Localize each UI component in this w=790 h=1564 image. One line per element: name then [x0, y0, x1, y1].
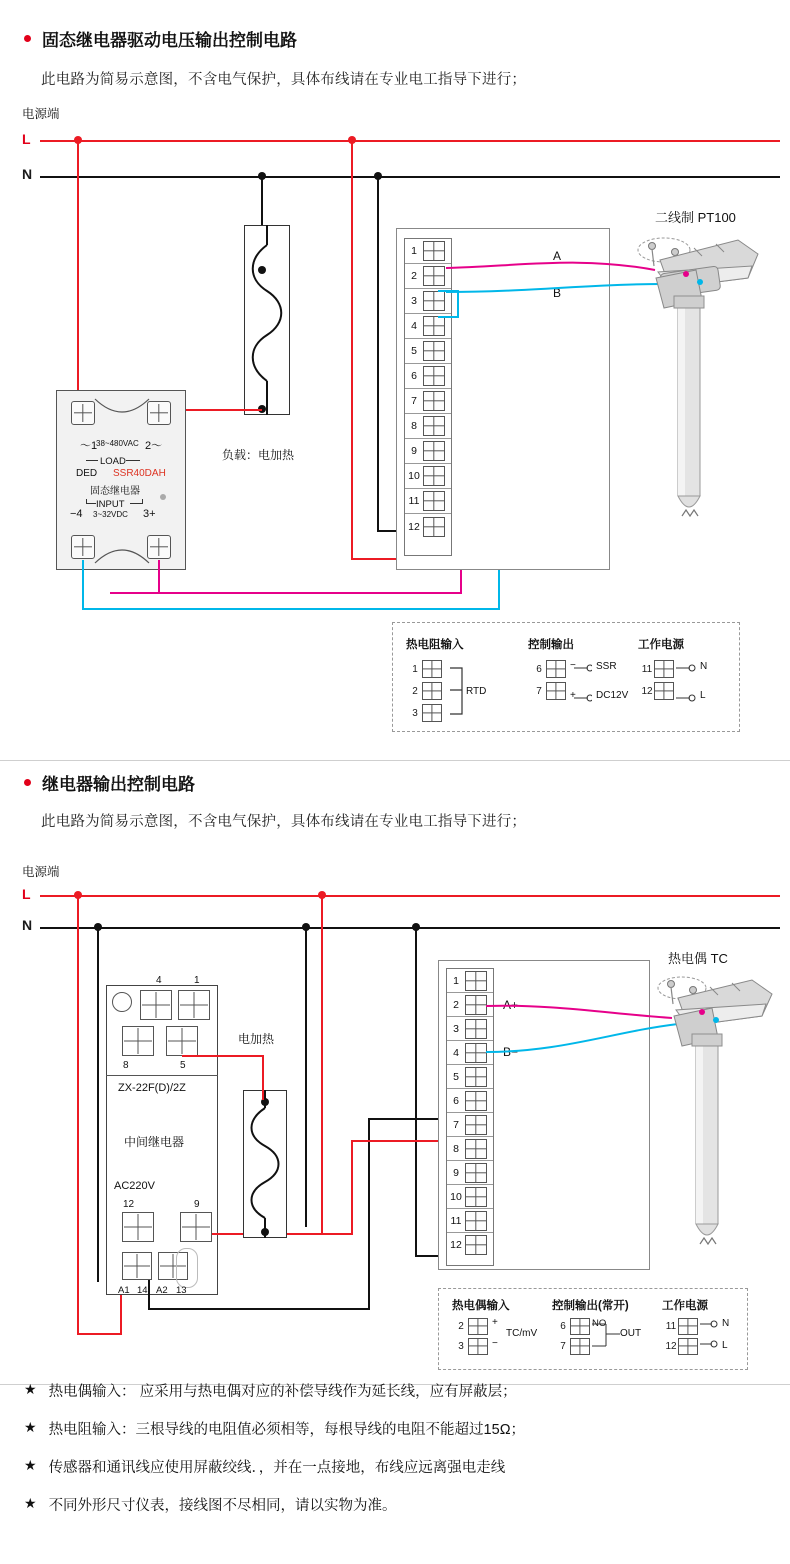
section-1-title	[24, 26, 297, 51]
legend-group-title: 热电偶输入	[452, 1300, 510, 1312]
relay-to-heater-wire	[182, 1055, 264, 1057]
tc-minus-mark: −	[492, 1338, 498, 1349]
power-N-label: N	[700, 661, 708, 672]
ssr-line	[130, 503, 142, 504]
signal-b-label-1: B	[553, 286, 562, 300]
power-source-label-1: 电源端	[22, 107, 60, 121]
terminal-number: 6	[411, 370, 417, 382]
relay-screw-icons	[122, 1026, 200, 1056]
note-item	[24, 1456, 784, 1477]
power-L-label: L	[700, 690, 706, 701]
junction-node	[261, 1228, 269, 1236]
tc-plus-mark: +	[492, 1317, 498, 1328]
ssr-spec-label: 38~480VAC	[96, 439, 139, 448]
load-label-2: 电加热	[238, 1032, 275, 1046]
terminal-number: 2	[453, 998, 459, 1011]
terminal-screw-icon	[570, 1318, 590, 1335]
sensor-label-1: 二线制 PT100	[655, 210, 736, 225]
ssr-in-plus-label: 3+	[143, 508, 156, 520]
L-drop-wire-2	[77, 895, 79, 1335]
ssr-load-label: LOAD	[100, 456, 126, 467]
line-N-label-2: N	[22, 917, 33, 933]
terminal-screw-icon[interactable]	[423, 517, 445, 537]
legend-row	[408, 702, 442, 724]
legend-group-title: 热电阻输入	[406, 639, 464, 651]
terminal-screw-icon	[654, 682, 674, 700]
ssr-in-minus-wire	[82, 560, 84, 610]
terminal-row[interactable]	[447, 1233, 493, 1257]
tc-side-label: TC/mV	[506, 1328, 538, 1339]
output-leads-icon	[566, 660, 592, 720]
relay-cn-label: 中间继电器	[124, 1135, 185, 1149]
output-minus-mark: −	[570, 660, 576, 671]
note-item	[24, 1494, 784, 1515]
legend-group-title: 工作电源	[662, 1300, 708, 1312]
terminal-screw-icon[interactable]	[423, 491, 445, 511]
dc12v-out-label: DC12V	[596, 690, 629, 701]
legend-row	[556, 1316, 590, 1336]
ssr-left-top-label: ～1	[80, 440, 98, 452]
note-text: 热电偶输入： 应采用与热电偶对应的补偿导线作为延长线，应有屏蔽层；	[48, 1384, 517, 1400]
load-label-1: 负载：电加热	[222, 448, 295, 462]
section-1-title-text: 固态继电器驱动电压输出控制电路	[42, 31, 297, 50]
terminal-screw-icon[interactable]	[423, 441, 445, 461]
terminal-row[interactable]	[405, 514, 451, 539]
terminal-row[interactable]	[447, 1137, 493, 1161]
coil-A2-wire	[148, 1308, 370, 1310]
ssr-in-plus-wire	[158, 592, 462, 594]
legend-group-rtd	[408, 658, 442, 724]
terminal-number: 6	[453, 1094, 459, 1107]
legend-terminal-number: 1	[412, 663, 418, 675]
terminal-number: 5	[453, 1070, 459, 1083]
coil-A2-wire	[368, 1118, 370, 1308]
terminal-screw-icon	[678, 1338, 698, 1355]
ssr-body-outline	[57, 391, 187, 571]
L-bus-wire-2	[40, 895, 780, 897]
terminal-screw-icon	[468, 1338, 488, 1355]
terminal-number: 12	[450, 1239, 462, 1251]
terminal-screw-icon	[570, 1338, 590, 1355]
ssr-in-minus-label: −4	[70, 508, 83, 520]
legend-row	[664, 1336, 698, 1356]
ssr-model-label: SSR40DAH	[113, 468, 166, 479]
ssr-line	[86, 499, 87, 504]
terminal-row[interactable]	[447, 1089, 493, 1113]
legend-group-title: 工作电源	[638, 639, 684, 651]
legend-terminal-number: 6	[560, 1320, 566, 1332]
rtd-side-label: RTD	[466, 686, 487, 697]
note-item	[24, 1418, 784, 1439]
signal-a-label-1: A	[553, 249, 562, 263]
legend-terminal-number: 6	[536, 663, 542, 675]
terminal-number: 7	[453, 1118, 459, 1131]
legend-terminal-number: 7	[536, 685, 542, 697]
legend-terminal-number: 3	[412, 707, 418, 719]
star-icon: ★	[24, 1495, 37, 1511]
terminal-row[interactable]	[405, 464, 451, 489]
terminal-number: 12	[408, 520, 420, 533]
legend-group-title: 控制输出	[528, 639, 574, 651]
terminal-row[interactable]	[447, 1161, 493, 1185]
legend-row	[556, 1336, 590, 1356]
ssr-line	[86, 460, 98, 461]
L-drop-wire	[77, 140, 79, 406]
terminal-number: 4	[411, 320, 417, 332]
legend-row	[408, 680, 442, 702]
ssr-in-plus-wire	[110, 592, 160, 594]
no-contact-icon	[590, 1316, 630, 1362]
output-side-label: OUT	[620, 1328, 642, 1339]
terminal-number: 8	[453, 1142, 459, 1155]
relay-indicator-icon	[112, 992, 132, 1012]
ssr-in-spec-label: 3~32VDC	[93, 510, 128, 519]
terminal-row[interactable]	[405, 439, 451, 464]
output-no-mark: NO	[592, 1318, 607, 1329]
star-icon: ★	[24, 1457, 37, 1473]
relay-divider	[106, 1075, 218, 1076]
ssr-right-top-label: 2～	[145, 440, 163, 452]
terminal-row[interactable]	[405, 339, 451, 364]
ssr-brand-label: DED	[76, 468, 98, 479]
terminal-number: 4	[453, 1046, 459, 1059]
legend-row	[454, 1336, 488, 1356]
legend-row	[454, 1316, 488, 1336]
terminal-screw-icon[interactable]	[465, 1211, 487, 1231]
relay-coil-pin-13: 13	[176, 1285, 187, 1296]
relay-mid-pin-5: 5	[180, 1060, 186, 1071]
terminal-screw-icon[interactable]	[465, 1163, 487, 1183]
terminal-screw-icon[interactable]	[423, 466, 445, 486]
terminal-screw-icon[interactable]	[423, 416, 445, 436]
bullet-icon	[24, 779, 31, 786]
relay-bottom-pin-12: 12	[123, 1199, 135, 1210]
power-N-label-2: N	[722, 1318, 730, 1329]
line-L-label-1: L	[22, 131, 31, 147]
L-to-meter-wire-2	[321, 895, 323, 1235]
legend-group-output-2	[556, 1316, 590, 1356]
legend-row	[532, 658, 566, 680]
N-drop-heater-wire-2	[305, 927, 307, 1227]
terminal-screw-icon[interactable]	[465, 1091, 487, 1111]
relay-screw-icons	[122, 1212, 214, 1242]
section-2-title	[24, 770, 195, 795]
relay-voltage-label: AC220V	[114, 1180, 155, 1192]
note-item	[24, 1380, 784, 1401]
star-icon: ★	[24, 1419, 37, 1435]
terminal-number: 9	[411, 445, 417, 457]
N-to-meter-wire	[377, 176, 379, 532]
heater-coil-icon	[244, 225, 290, 415]
terminal-screw-icon	[546, 660, 566, 678]
terminal-number: 3	[411, 295, 417, 307]
sensor-label-2: 热电偶 TC	[668, 951, 728, 966]
terminal-screw-icon[interactable]	[465, 1115, 487, 1135]
signal-b-label-2: B−	[503, 1045, 519, 1059]
relay-model-label: ZX-22F(D)/2Z	[118, 1082, 186, 1094]
terminal-number: 7	[411, 395, 417, 407]
line-L-label-2: L	[22, 886, 31, 902]
relay-lever-icon	[176, 1248, 198, 1288]
bullet-icon	[24, 35, 31, 42]
terminal-row[interactable]	[447, 1209, 493, 1233]
ssr-module	[56, 390, 186, 570]
terminal-number: 8	[411, 420, 417, 432]
terminal-row[interactable]	[405, 489, 451, 514]
relay-mid-pin-8: 8	[123, 1060, 129, 1071]
legend-group-output-1	[532, 658, 566, 702]
terminal-number: 2	[411, 270, 417, 282]
terminal-number: 5	[411, 345, 417, 357]
terminal-screw-icon	[422, 660, 442, 678]
note-text: 传感器和通讯线应使用屏蔽绞线．，并在一点接地，布线应远离强电走线	[48, 1460, 506, 1476]
terminal-number: 9	[453, 1166, 459, 1179]
coil-A2-wire	[148, 1280, 150, 1310]
L-bus-wire-1	[40, 140, 780, 142]
terminal-number: 1	[411, 245, 417, 257]
notes-list	[24, 1380, 784, 1532]
ssr-line	[126, 460, 140, 461]
heater-coil-icon-2	[243, 1090, 287, 1238]
terminal-screw-icon	[678, 1318, 698, 1335]
terminal-row[interactable]	[405, 414, 451, 439]
ssr-line	[86, 503, 96, 504]
ssr-in-minus-wire	[82, 608, 500, 610]
legend-row	[640, 680, 674, 702]
section-2-note: 此电路为简易示意图，不含电气保护，具体布线请在专业电工指导下进行；	[41, 814, 527, 830]
legend-row	[664, 1316, 698, 1336]
power-leads-icon	[674, 660, 700, 720]
legend-row	[640, 658, 674, 680]
terminal-row[interactable]	[405, 389, 451, 414]
ssr-out-label: SSR	[596, 661, 617, 672]
N-bus-wire-2	[40, 927, 780, 929]
terminal-screw-icon	[468, 1318, 488, 1335]
terminal-number: 3	[453, 1022, 459, 1035]
terminal-number: 11	[408, 495, 420, 507]
L-to-coil-wire	[77, 1333, 122, 1335]
legend-terminal-number: 11	[665, 1320, 677, 1332]
ssr-input-label: INPUT	[96, 499, 125, 510]
terminal-screw-icon	[422, 682, 442, 700]
relay-out-wire	[351, 1140, 353, 1235]
terminal-number: 11	[450, 1214, 462, 1227]
legend-terminal-number: 12	[665, 1340, 677, 1352]
L-to-meter-wire	[351, 140, 353, 560]
legend-terminal-number: 12	[641, 685, 653, 697]
legend-row	[532, 680, 566, 702]
power-source-label-2: 电源端	[22, 865, 60, 879]
ssr-in-plus-wire	[158, 560, 160, 594]
ssr-line	[142, 499, 143, 504]
terminal-screw-icon	[654, 660, 674, 678]
junction-node	[258, 266, 266, 274]
legend-terminal-number: 7	[560, 1340, 566, 1352]
legend-terminal-number: 2	[458, 1320, 464, 1332]
N-bus-wire-1	[40, 176, 780, 178]
terminal-screw-icon	[422, 704, 442, 722]
L-to-relay-wire	[321, 1233, 353, 1235]
legend-group-tc	[454, 1316, 488, 1356]
relay-to-heater-wire	[262, 1055, 264, 1100]
signal-a-label-2: A+	[503, 998, 519, 1012]
terminal-screw-icon[interactable]	[465, 1139, 487, 1159]
power-L-label-2: L	[722, 1340, 728, 1351]
relay-screw-icons	[140, 990, 210, 1020]
thermocouple-probe-icon	[650, 966, 780, 1306]
line-N-label-1: N	[22, 166, 33, 182]
terminal-number: 1	[453, 974, 459, 987]
legend-row	[408, 658, 442, 680]
star-icon: ★	[24, 1381, 37, 1397]
legend-terminal-number: 11	[641, 663, 653, 675]
legend-terminal-number: 2	[412, 685, 418, 697]
relay-coil-pin-A1: A1	[118, 1285, 130, 1296]
ssr-led-icon	[160, 494, 166, 500]
section-2-title-text: 继电器输出控制电路	[42, 775, 195, 794]
legend-terminal-number: 3	[458, 1340, 464, 1352]
legend-group-title: 控制输出(常开)	[552, 1300, 629, 1312]
terminal-screw-icon[interactable]	[423, 391, 445, 411]
pt100-probe-icon	[630, 226, 770, 586]
N-to-meter-wire-2	[415, 927, 417, 1257]
ssr-cn-label: 固态继电器	[90, 486, 140, 497]
relay-coil-pin-14: 14	[137, 1285, 148, 1296]
note-text: 不同外形尺寸仪表，接线图不尽相同，请以实物为准。	[48, 1498, 397, 1514]
terminal-row[interactable]	[447, 1185, 493, 1209]
relay-top-pin-4: 4	[156, 975, 162, 986]
output-plus-mark: +	[570, 690, 576, 701]
terminal-screw-icon[interactable]	[465, 1235, 487, 1255]
legend-group-power-1	[640, 658, 674, 702]
terminal-screw-icon[interactable]	[423, 366, 445, 386]
section-1-note: 此电路为简易示意图，不含电气保护，具体布线请在专业电工指导下进行；	[41, 72, 527, 88]
terminal-number: 10	[450, 1190, 462, 1203]
terminal-row[interactable]	[405, 364, 451, 389]
terminal-screw-icon	[546, 682, 566, 700]
terminal-screw-icon[interactable]	[423, 341, 445, 361]
terminal-screw-icon[interactable]	[465, 1187, 487, 1207]
N-drop-wire-2	[97, 927, 99, 1282]
section-divider	[0, 760, 790, 761]
note-text: 热电阻输入：三根导线的电阻值必须相等，每根导线的电阻不能超过15Ω；	[48, 1422, 526, 1438]
legend-group-power-2	[664, 1316, 698, 1356]
sensor-jumper-1	[436, 285, 470, 325]
relay-bottom-pin-9: 9	[194, 1199, 200, 1210]
terminal-row[interactable]	[447, 1113, 493, 1137]
terminal-number: 10	[408, 470, 420, 482]
relay-coil-pin-A2: A2	[156, 1285, 168, 1296]
terminal-screw-icon[interactable]	[465, 971, 487, 991]
relay-top-pin-1: 1	[194, 975, 200, 986]
power-leads-icon-2	[698, 1318, 724, 1364]
